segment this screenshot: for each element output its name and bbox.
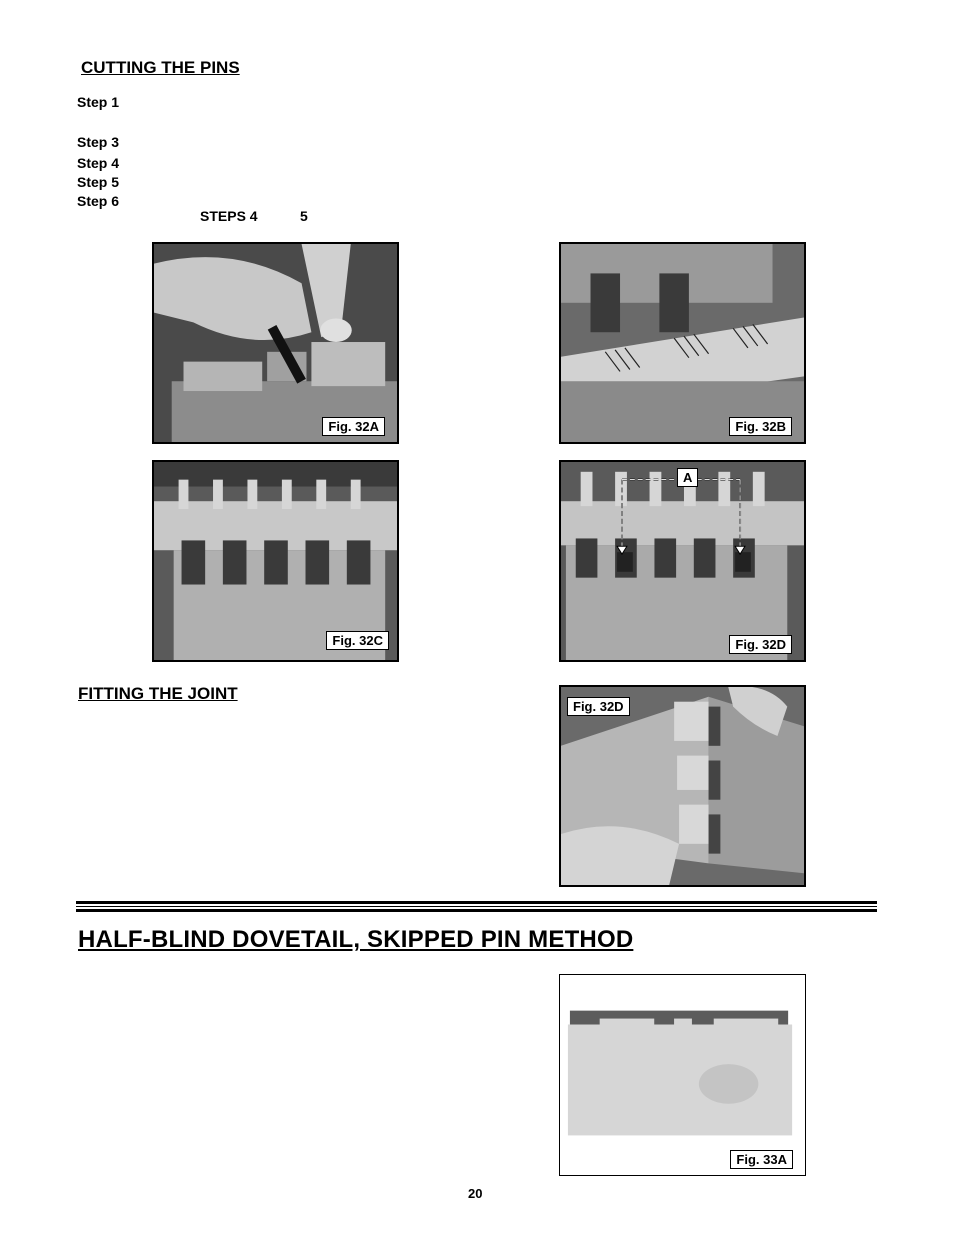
figure-32d-marker-a: A bbox=[677, 468, 698, 487]
section-rule-top bbox=[76, 901, 877, 904]
figure-32a-photo bbox=[154, 244, 397, 442]
figure-32b bbox=[559, 242, 806, 444]
figure-32d-joint-photo bbox=[561, 687, 804, 885]
figure-32b-photo bbox=[561, 244, 804, 442]
section-rule-middle bbox=[76, 906, 877, 907]
steps-4-ref: STEPS 4 bbox=[200, 208, 258, 224]
step-4-label: Step 4 bbox=[77, 155, 120, 171]
step-5-label: Step 5 bbox=[77, 174, 120, 190]
steps-5-ref: 5 bbox=[300, 208, 308, 224]
figure-32d-label: Fig. 32D bbox=[729, 635, 792, 654]
figure-32a bbox=[152, 242, 399, 444]
figure-32a-label: Fig. 32A bbox=[322, 417, 385, 436]
heading-fitting-the-joint: FITTING THE JOINT bbox=[78, 684, 238, 703]
figure-33a-photo bbox=[560, 975, 805, 1175]
section-title: HALF-BLIND DOVETAIL, SKIPPED PIN METHOD bbox=[78, 926, 634, 953]
heading-cutting-the-pins: CUTTING THE PINS bbox=[81, 58, 240, 77]
step-6-label: Step 6 bbox=[77, 193, 120, 209]
figure-32d bbox=[559, 460, 806, 662]
section-rule-bottom bbox=[76, 909, 877, 912]
figure-32d-photo bbox=[561, 462, 804, 660]
figure-32d-joint-label: Fig. 32D bbox=[567, 697, 630, 716]
figure-32b-label: Fig. 32B bbox=[729, 417, 792, 436]
figure-32c-label: Fig. 32C bbox=[326, 631, 389, 650]
step-1-label: Step 1 bbox=[77, 94, 120, 110]
figure-32c bbox=[152, 460, 399, 662]
step-3-label: Step 3 bbox=[77, 134, 120, 150]
figure-33a bbox=[559, 974, 806, 1176]
page-number: 20 bbox=[468, 1186, 483, 1201]
figure-32d-joint bbox=[559, 685, 806, 887]
figure-33a-label: Fig. 33A bbox=[730, 1150, 793, 1169]
